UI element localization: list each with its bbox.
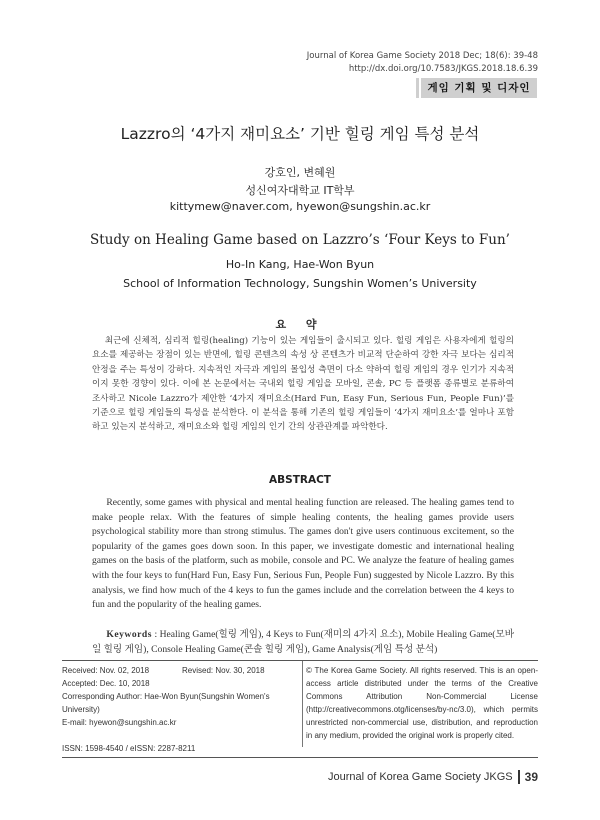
abstract-english: Recently, some games with physical and mental healing function are released. The healing games tend to make people relax. With the features of simple healing contents, the healing games provide users psychological stability more than strong stimulus. The games don't give users continuous excitement, so the popularity of the games goes down soon. In this paper, we investigate domestic and international healing games on the basis of the platform, such as mobile, console and PC. We analyze the feature of healing games with the four keys to fun(Hard Fun, Easy Fun, Serious Fun, People Fun) suggested by Nicole Lazzro. By this analysis, we find how much of the 4 keys to fun the games include and the correlation between the 4 keys to fun and the popularity of the healing games. [92, 497, 514, 611]
footnote-top-rule [62, 660, 538, 661]
paper-title-korean: Lazzro의 ‘4가지 재미요소’ 기반 힐링 게임 특성 분석 [120, 125, 480, 143]
affiliation-korean: 성신여자대학교 IT학부 [245, 184, 355, 197]
corresponding-email: E-mail: hyewon@sungshin.ac.kr [62, 718, 177, 727]
abstract-english-heading: ABSTRACT [269, 474, 331, 486]
section-tag: 게임 기획 및 디자인 [421, 78, 537, 98]
authors-korean: 강호인, 변혜원 [264, 166, 336, 179]
footnote-divider [302, 661, 303, 747]
article-history [62, 664, 302, 755]
journal-citation [307, 50, 538, 76]
keywords-text: : Healing Game(힐링 게임), 4 Keys to Fun(재미의 4가지 요소), Mobile Healing Game(모바일 힐링 게임), Console Healing Game(콘솔 힐링 게임), Game Analysis(게임 특성 분석) [92, 629, 514, 655]
abstract-korean-heading: 요 약 [275, 318, 325, 331]
keywords-label: Keywords [106, 629, 152, 640]
revised-date: Revised: Nov. 30, 2018 [182, 666, 265, 675]
author-emails: kittymew@naver.com, hyewon@sungshin.ac.kr [169, 200, 431, 213]
copyright-notice: © The Korea Game Society. All rights reserved. This is an open-access article distributed under the terms of the Creative Commons Attribution Non-Commercial License (http://creativecommons.otg/licenses/by-nc/3.0), which permits unrestricted non-commercial use, distribution, and reproduction in any medium, provided the original work is properly cited. [306, 666, 538, 740]
received-date: Received: Nov. 02, 2018 [62, 666, 150, 675]
paper-title-english: Study on Healing Game based on Lazzro’s ‘Four Keys to Fun’ [90, 232, 510, 248]
page-footer [328, 770, 538, 784]
issn: ISSN: 1598-4540 / eISSN: 2287-8211 [62, 744, 196, 753]
keywords [92, 628, 514, 657]
corresponding-author: Corresponding Author: Hae-Won Byun(Sungshin Women's University) [62, 692, 270, 714]
journal-citation-line: Journal of Korea Game Society 2018 Dec; 18(6): 39-48 [306, 51, 538, 61]
authors-english: Ho-In Kang, Hae-Won Byun [225, 258, 375, 271]
page-number: 39 [524, 770, 538, 784]
footer-separator [518, 770, 520, 784]
affiliation-english: School of Information Technology, Sungshin Women’s University [123, 277, 477, 290]
footer-journal-name: Journal of Korea Game Society JKGS [327, 771, 513, 783]
doi-link[interactable]: http://dx.doi.org/10.7583/JKGS.2018.18.6.39 [348, 64, 538, 74]
accepted-date: Accepted: Dec. 10, 2018 [62, 679, 150, 688]
footnote-bottom-rule [62, 757, 538, 758]
abstract-korean: 최근에 신체적, 심리적 힐링(healing) 기능이 있는 게임들이 출시되고 있다. 힐링 게임은 사용자에게 힐링의 요소를 제공하는 장점이 있는 반면에, 힐링 콘텐츠의 속성 상 콘텐츠가 비교적 단순하여 강한 자극 보다는 심리적 안정을 주는 특성이 강하다. 지속적인 자극과 게임의 몰입성 측면이 다소 약하여 힐링 게임의 경우 인기가 지속적이지 못한 경향이 있다. 이에 본 논문에서는 국내외 힐링 게임을 모바일, 콘솔, PC 등 플랫폼 종류별로 분류하여 조사하고 Nicole Lazzro가 제안한 ‘4가지 재미요소(Hard Fun, Easy Fun, Serious Fun, People Fun)’를 기준으로 힐링 게임들의 특성을 분석한다. 이 분석을 통해 기존의 힐링 게임들이 ‘4가지 재미요소’를 얼마나 포함하고 있는지 분석하고, 재미요소와 힐링 게임의 인기 간의 상관관계를 파악한다. [92, 336, 514, 433]
